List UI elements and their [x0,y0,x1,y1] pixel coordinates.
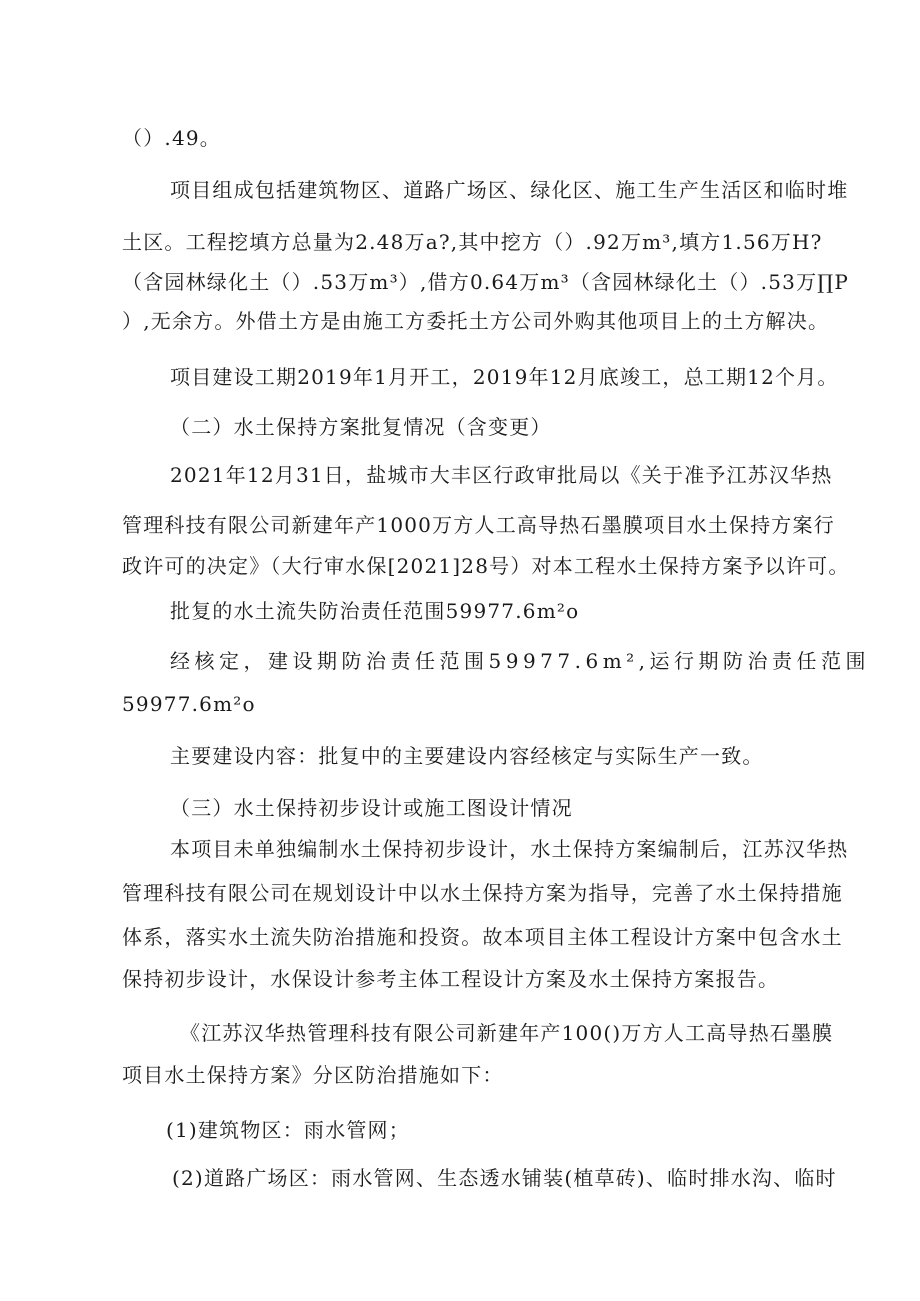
paragraph-line: 土区。工程挖填方总量为2.48万a?,其中挖方（）.92万m³,填方1.56万H? [122,230,823,254]
paragraph-line: 项目建设工期2019年1月开工，2019年12月底竣工，总工期12个月。 [170,365,839,389]
paragraph-line: 2021年12月31日，盐城市大丰区行政审批局以《关于准予江苏汉华热 [170,463,833,487]
paragraph-line: 经核定，建设期防治责任范围59977.6m²,运行期防治责任范围 [170,649,871,673]
paragraph-line: 管理科技有限公司新建年产1000万方人工高导热石墨膜项目水土保持方案行 [122,513,835,537]
paragraph-line: 管理科技有限公司在规划设计中以水土保持方案为指导，完善了水土保持措施 [122,881,843,905]
paragraph-line: 批复的水土流失防治责任范围59977.6m²o [170,599,580,623]
paragraph-line: 项目组成包括建筑物区、道路广场区、绿化区、施工生产生活区和临时堆 [170,178,849,202]
paragraph-line: 体系，落实水土流失防治措施和投资。故本项目主体工程设计方案中包含水土 [122,925,843,949]
paragraph-line: 政许可的决定》（大行审水保[2021]28号）对本工程水土保持方案予以许可。 [122,554,850,578]
paragraph-line: （）.49。 [122,126,222,150]
paragraph-line: 保持初步设计，水保设计参考主体工程设计方案及水土保持方案报告。 [122,967,780,991]
paragraph-line: ）,无余方。外借土方是由施工方委托土方公司外购其他项目上的土方解决。 [122,309,830,333]
paragraph-line: 主要建设内容：批复中的主要建设内容经核定与实际生产一致。 [170,744,764,768]
list-item: (1)建筑物区：雨水管网； [166,1118,410,1142]
section-heading: （三）水土保持初步设计或施工图设计情况 [170,796,573,820]
list-item: (2)道路广场区：雨水管网、生态透水铺装(植草砖)、临时排水沟、临时 [172,1166,837,1190]
section-heading: （二）水土保持方案批复情况（含变更） [170,415,552,439]
paragraph-line: 本项目未单独编制水土保持初步设计，水土保持方案编制后，江苏汉华热 [170,837,849,861]
paragraph-line: （含园林绿化土（）.53万m³）,借方0.64万m³（含园林绿化土（）.53万∏P [122,270,850,294]
paragraph-line: 《江苏汉华热管理科技有限公司新建年产100()万方人工高导热石墨膜 [180,1021,834,1045]
paragraph-line: 59977.6m²o [122,692,256,716]
paragraph-line: 项目水土保持方案》分区防治措施如下： [122,1063,504,1087]
